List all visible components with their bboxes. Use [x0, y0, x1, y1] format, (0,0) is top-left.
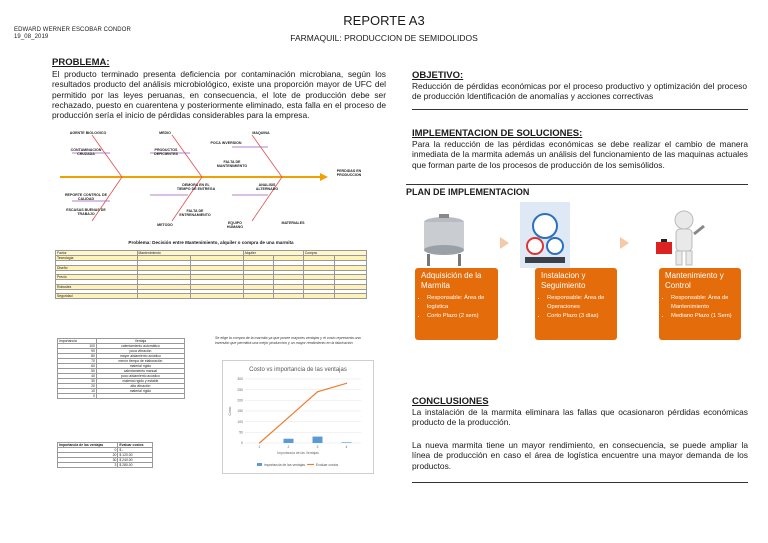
cause-materiales: MATERIALES — [281, 221, 305, 225]
plan-card-mantenimiento — [659, 268, 741, 340]
conclusiones-divider — [412, 482, 748, 483]
cause-equipo-humano: EQUIPO HUMANO — [226, 221, 244, 229]
ventajas-ventaja-cell: menor tiempo de elaboración — [96, 359, 184, 364]
ventajas-ventaja-cell: mayor aislamiento acústico — [96, 354, 184, 359]
cause-productos-deficientes: PRODUCTOS DEFICIENTES — [154, 148, 178, 156]
marmita-image — [415, 212, 473, 268]
chart-legend-swatch-bars — [257, 463, 262, 466]
cause-agente-biologico: AGENTE BIOLOGICO — [69, 131, 107, 135]
chart-y-tick-label: 50 — [239, 430, 243, 435]
chart-x-tick-label: 2 — [287, 445, 290, 449]
plan-step-3-item-1: • Responsable: Área de Mantenimiento — [671, 294, 741, 312]
ventajas-importancia-cell: 50 — [58, 369, 97, 374]
chart-bar — [284, 439, 294, 443]
problema-heading: PROBLEMA: — [52, 57, 110, 68]
chart-frame — [222, 360, 374, 474]
chart-x-tick-label: 1 — [258, 445, 261, 449]
cost-chart — [223, 361, 373, 473]
ventajas-row — [58, 394, 185, 399]
ventajas-ventaja-cell: poco aislamiento acústico — [96, 374, 184, 379]
plan-card-instalacion — [535, 268, 617, 340]
ventajas-importancia-cell: 70 — [58, 359, 97, 364]
ventajas-ventaja-cell: calentamiento manual — [96, 369, 184, 374]
cause-falta-mantenimiento: FALTA DE MANTENIMIENTO — [216, 160, 248, 168]
ventajas-col-importancia: Importancia — [58, 339, 97, 344]
chart-y-tick-label: 300 — [237, 377, 243, 382]
chart-line-point — [346, 383, 347, 384]
costos-importancia-cell: 0 — [58, 448, 118, 453]
chart-y-tick-label: 250 — [237, 387, 243, 392]
ventajas-ventaja-cell: alta vibración — [96, 384, 184, 389]
plan-heading: PLAN DE IMPLEMENTACION — [406, 187, 530, 197]
plan-step-2-item-1: • Responsable: Área de Operaciones — [547, 294, 617, 312]
chart-line-point — [317, 391, 318, 392]
cause-demora-entrega: DEMORA EN EL TIEMPO DE ENTREGA — [176, 183, 216, 191]
problema-text: El producto terminado presenta deficiencia por contaminación microbiana, según los resultados producto del análisis microbiológico, existe una proporción mayor de UFC del permitido por las leyes peruanas, en consecuencia, el lote de producción debe ser rechazado, puesto en cuarentena y posteriormente eliminado, esta falla en el proceso de producción sería el inicio de pérdidas considerables para la empresa. — [52, 69, 386, 121]
costos-importancia-cell: 30 — [58, 458, 118, 463]
decision-table-title: Problema: Decisión entre Mantenimiento, alquiler o compra de una marmita — [128, 240, 294, 245]
cause-metodo: METODO — [157, 223, 173, 227]
plan-step-3-item-2: • Mediano Plazo (1 Sem) — [671, 312, 741, 321]
costos-valor-cell: $ - — [118, 448, 153, 453]
fishbone-diagram — [52, 129, 370, 235]
costos-table — [57, 442, 153, 468]
chart-y-tick-label: 150 — [237, 409, 243, 414]
cause-buenas-trabajo: ESCASAS BUENAS DE TRABAJO — [66, 208, 106, 216]
decision-col-factor: Factor — [56, 251, 138, 256]
implementacion-text: Para la reducción de las pérdidas económicas se debe realizar el cambio de manera inmediata de la marmita además un análisis del funcionamiento de las maquinas actuales que forman parte de los procesos de producción de los semisólidos. — [412, 139, 748, 170]
objetivo-divider — [412, 109, 748, 110]
decision-row-seguridad: Seguridad — [56, 294, 138, 299]
costos-valor-cell: $ 120.00 — [118, 453, 153, 458]
report-subtitle: FARMAQUIL: PRODUCCION DE SEMIDOLIDOS — [290, 33, 478, 43]
chart-legend-label: importancia de las ventajas — [264, 463, 306, 467]
cause-poca-inversion: POCA INVERSION — [210, 141, 242, 145]
chart-y-tick-label: 100 — [237, 419, 243, 424]
cause-analisis-alternado: ANALISIS ALTERNADO — [255, 183, 279, 191]
author-name: EDWARD WERNER ESCOBAR CONDOR — [14, 27, 131, 33]
cause-falta-entrenamiento: FALTA DE ENTRENAMIENTO — [179, 209, 211, 217]
costos-valor-cell: $ 240.00 — [118, 458, 153, 463]
costos-col-costos: Evaluar costos — [118, 443, 153, 448]
decision-col-alquiler: Alquiler — [243, 251, 303, 256]
ventajas-ventaja-cell — [96, 394, 184, 399]
costos-row — [58, 463, 153, 468]
cause-maquina: MAQUINA — [252, 131, 270, 135]
plan-step-1-item-1: • Responsable: Área de logística — [427, 294, 498, 312]
costos-importancia-cell: 20 — [58, 453, 118, 458]
cause-reporte-control: REPORTE CONTROL DE CALIDAD — [64, 193, 108, 201]
decision-row-tecnologia: Tecnología — [56, 256, 138, 261]
ventajas-ventaja-cell: material rígido — [96, 364, 184, 369]
ventajas-importancia-cell: 20 — [58, 384, 97, 389]
chart-y-tick-label: 200 — [237, 398, 243, 403]
conclusiones-p2: La nueva marmita tiene un mayor rendimiento, en consecuencia, se puede ampliar la línea de producción en caso el área de logística encuentre una mayor demanda de los productos. — [412, 440, 748, 471]
implementacion-heading: IMPLEMENTACION DE SOLUCIONES: — [412, 128, 583, 139]
costos-importancia-cell: 3 — [58, 463, 118, 468]
ventajas-ventaja-cell: calentamiento automático — [96, 344, 184, 349]
objetivo-heading: OBJETIVO: — [412, 70, 464, 81]
chart-y-tick-label: 0 — [241, 441, 243, 446]
chart-note: Se elige la compra de la marmita ya que posee mayores ventajas y el costo representa una inversión que permitirá una mejor producción y un mayor rendimiento en la fabricación — [215, 336, 361, 345]
ventajas-importancia-cell: 80 — [58, 354, 97, 359]
cause-contaminacion-cruzada: CONTAMINACION CRUZADA — [70, 148, 102, 156]
report-date: 19_08_2019 — [14, 34, 49, 40]
plan-step-3-title: Mantenimiento y Control — [665, 271, 724, 290]
ventajas-ventaja-cell: material rígido y estable — [96, 379, 184, 384]
plan-arrow-2 — [620, 237, 629, 249]
ventajas-table — [57, 338, 185, 399]
chart-line-series — [260, 383, 347, 443]
plan-step-2-title: Instalacion y Seguimiento — [541, 271, 586, 290]
decision-row-robustez: Robustez — [56, 284, 138, 289]
mantenimiento-image — [650, 208, 710, 268]
ventajas-importancia-cell: 100 — [58, 344, 97, 349]
ventajas-importancia-cell: 60 — [58, 364, 97, 369]
ventajas-importancia-cell: 90 — [58, 349, 97, 354]
plan-step-1-item-2: • Corto Plazo (2 sem) — [427, 312, 498, 321]
conclusiones-p1: La instalación de la marmita eliminara las fallas que ocasionaron pérdidas económicas producto de la producción. — [412, 407, 748, 428]
chart-y-label: Costo — [228, 406, 232, 416]
decision-col-mantenimiento: Mantenimiento — [137, 251, 243, 256]
ventajas-col-ventaja: Ventaja — [96, 339, 184, 344]
ventajas-importancia-cell: 0 — [58, 394, 97, 399]
costos-col-importancia: Importancia de las ventajas — [58, 443, 118, 448]
chart-legend-label: Evaluar costos — [316, 463, 339, 467]
chart-x-tick-label: 4 — [345, 445, 348, 449]
ventajas-importancia-cell: 30 — [58, 379, 97, 384]
decision-row-diseno: Diseño — [56, 265, 138, 270]
decision-col-compra: Compra — [303, 251, 366, 256]
effect-perdidas: PERDIDAS EN PRODUCCION — [336, 169, 362, 177]
chart-title: Costo vs importancia de las ventajas — [249, 367, 347, 373]
decision-row-precio: Precio — [56, 275, 138, 280]
chart-x-label: Importancia de las Ventajas — [277, 451, 319, 455]
report-title: REPORTE A3 — [343, 13, 425, 28]
costos-valor-cell: $ 280.00 — [118, 463, 153, 468]
implementacion-divider — [406, 184, 748, 185]
decision-table — [55, 250, 367, 299]
instalacion-image — [520, 202, 570, 268]
plan-arrow-1 — [500, 237, 509, 249]
plan-step-2-item-2: • Corto Plazo (3 días) — [547, 312, 617, 321]
plan-card-adquisicion — [415, 268, 498, 340]
chart-line-point — [259, 442, 260, 443]
chart-x-tick-label: 3 — [316, 445, 319, 449]
objetivo-text: Reducción de pérdidas económicas por el proceso productivo y optimización del proceso de producción Identificación de anomalías y acciones correctivas — [412, 81, 747, 102]
ventajas-importancia-cell: 40 — [58, 374, 97, 379]
chart-line-point — [288, 417, 289, 418]
chart-bar — [313, 437, 323, 443]
ventajas-importancia-cell: 10 — [58, 389, 97, 394]
conclusiones-heading: CONCLUSIONES — [412, 396, 489, 407]
ventajas-ventaja-cell: poca vibración — [96, 349, 184, 354]
ventajas-ventaja-cell: material rígido — [96, 389, 184, 394]
chart-bar — [342, 442, 352, 443]
plan-step-1-title: Adquisición de la Marmita — [421, 271, 482, 290]
cause-medio: MEDIO — [159, 131, 171, 135]
